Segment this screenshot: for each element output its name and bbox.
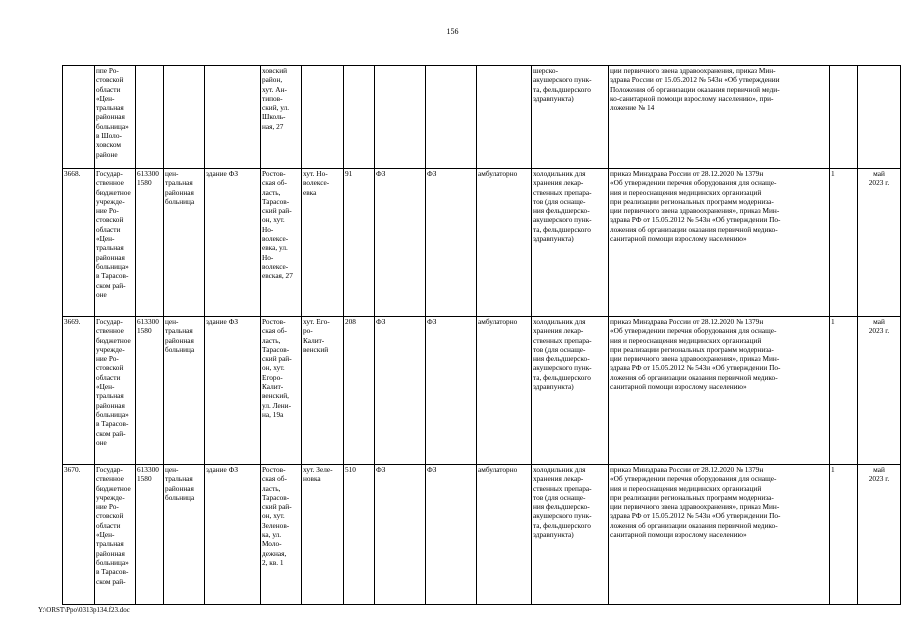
cell-address [261,169,302,317]
cell-date-text: май 2023 г. [868,169,890,188]
cell-type [375,66,426,169]
cell-locality [302,317,344,465]
cell-org-text: Государ- ственное бюджетное учрежде- ние Ро- стовской области «Цен- тральная районная больница» в Тарасов- ском рай- оне [96,317,131,447]
cell-code-text: 613300 1580 [137,169,159,188]
cell-address [261,66,302,169]
cell-name [164,465,205,605]
cell-qty-text: 1 [831,465,835,474]
cell-basis-text: приказ Минздрава России от 28.12.2020 № 1379н «Об утверждении перечня оборудования для оснаще- ния и переоснащения медицинских организаций при реализации региональных программ модерниза- ции первичного звена здравоохранения», приказ Мин- здрава РФ от 15.05.2012 № 543н «Об утверждении По- ложения об организации оказания первичной медико- санитарной помощи взрослому населению» [610,317,781,392]
cell-equipment-text: холодильник для хранения лекар- ственных препара- тов (для оснаще- ния фельдшерско- акушерского пунк- та, фельдшерского здравпункта) [533,317,592,392]
cell-code [136,66,164,169]
cell-equipment-text: холодильник для хранения лекар- ственных препара- тов (для оснаще- ния фельдшерско- акушерского пунк- та, фельдшерского здравпункта) [533,465,592,540]
cell-org [95,169,136,317]
cell-qty-text: 1 [831,317,835,326]
table-row [63,66,901,169]
cell-qty [830,169,858,317]
cell-building-text: здание ФЗ [206,317,238,326]
cell-org [95,66,136,169]
cell-name-text: цен- тральная районная больница [165,169,195,206]
cell-type-text: ФЗ [376,317,386,326]
cell-address-text: Ростов- ская об- ласть, Тарасов- ский рай- он, хут. Егоро- Калит- венский, ул. Лени- на, 19а [262,317,292,419]
cell-population [344,465,375,605]
cell-num-text: 3668. [64,169,81,178]
cell-basis-text: приказ Минздрава России от 28.12.2020 № 1379н «Об утверждении перечня оборудования для оснаще- ния и переоснащения медицинских организаций при реализации региональных программ модерниза- ции первичного звена здравоохранения», приказ Мин- здрава РФ от 15.05.2012 № 543н «Об утверждении По- ложения об организации оказания первичной медико- санитарной помощи взрослому населению» [610,465,781,540]
cell-date [858,169,901,317]
cell-equipment [532,169,609,317]
cell-type-text: ФЗ [376,169,386,178]
cell-type2-text: ФЗ [427,169,437,178]
cell-building [205,169,261,317]
cell-date [858,465,901,605]
cell-name-text: цен- тральная районная больница [165,465,195,502]
cell-type2-text: ФЗ [427,317,437,326]
cell-org-text: ппе Ро- стовской области «Цен- тральная районная больница» в Шоло- ховском районе [96,66,129,159]
cell-care [477,66,532,169]
cell-type [375,465,426,605]
cell-date [858,66,901,169]
cell-date-text: май 2023 г. [868,465,890,484]
cell-type2 [426,465,477,605]
cell-care [477,169,532,317]
cell-num [63,169,95,317]
cell-building [205,465,261,605]
cell-equipment [532,66,609,169]
cell-population [344,66,375,169]
table-row [63,465,901,605]
cell-equipment [532,317,609,465]
cell-basis [609,317,830,465]
cell-building-text: здание ФЗ [206,465,238,474]
table-row [63,169,901,317]
cell-org-text: Государ- ственное бюджетное учрежде- ние Ро- стовской области «Цен- тральная районная больница» в Тарасов- ском рай- оне [96,169,131,299]
footer-file-path: Y:\ORST\Ppo\0313p134.f23.doc [38,606,130,614]
cell-building [205,317,261,465]
cell-type2 [426,169,477,317]
cell-date [858,317,901,465]
cell-locality [302,66,344,169]
cell-equipment-text: холодильник для хранения лекар- ственных препара- тов (для оснаще- ния фельдшерско- акушерского пунк- та, фельдшерского здравпункта) [533,169,592,244]
cell-name [164,169,205,317]
cell-code [136,317,164,465]
cell-address-text: Ростов- ская об- ласть, Тарасов- ский рай- он, хут. Но- волексе- евка, ул. Но- волексе- евская, 27 [262,169,293,281]
cell-num [63,317,95,465]
cell-address-text: Ростов- ская об- ласть, Тарасов- ский рай- он, хут. Зеленов- ка, ул. Моло- дежная, 2, кв. 1 [262,465,292,567]
cell-qty-text: 1 [831,169,835,178]
cell-code [136,169,164,317]
cell-care [477,317,532,465]
cell-population [344,169,375,317]
cell-address-text: ховский район, хут. Ан- типов- ский, ул. Школь- ная, 27 [262,66,290,131]
cell-equipment [532,465,609,605]
cell-locality [302,169,344,317]
table-row [63,317,901,465]
cell-care [477,465,532,605]
cell-building-text: здание ФЗ [206,169,238,178]
cell-population-text: 91 [345,169,353,178]
cell-building [205,66,261,169]
cell-num [63,66,95,169]
cell-type-text: ФЗ [376,465,386,474]
cell-basis [609,465,830,605]
cell-name [164,66,205,169]
cell-qty [830,317,858,465]
cell-care-text: амбулаторно [478,317,518,326]
cell-care-text: амбулаторно [478,465,518,474]
cell-org-text: Государ- ственное бюджетное учрежде- ние Ро- стовской области «Цен- тральная районная больница» в Тарасов- ском рай- [96,465,131,586]
registry-table [62,65,901,605]
cell-locality-text: хут. Но- волексе- евка [303,169,330,197]
cell-num-text: 3670. [64,465,81,474]
cell-code [136,465,164,605]
cell-num-text: 3669. [64,317,81,326]
cell-type2-text: ФЗ [427,465,437,474]
cell-type [375,317,426,465]
cell-locality-text: хут. Его- ро- Калит- венский [303,317,330,354]
cell-care-text: амбулаторно [478,169,518,178]
cell-population-text: 208 [345,317,356,326]
cell-num [63,465,95,605]
cell-type2 [426,317,477,465]
cell-qty [830,66,858,169]
cell-basis-text: приказ Минздрава России от 28.12.2020 № 1379н «Об утверждении перечня оборудования для оснаще- ния и переоснащения медицинских организаций при реализации региональных программ модерниза- ции первичного звена здравоохранения», приказ Мин- здрава РФ от 15.05.2012 № 543н «Об утверждении По- ложения об организации оказания первичной медико- санитарной помощи взрослому населению» [610,169,781,244]
cell-address [261,465,302,605]
cell-type2 [426,66,477,169]
cell-locality [302,465,344,605]
cell-org [95,465,136,605]
cell-name-text: цен- тральная районная больница [165,317,195,354]
registry-table-body [63,66,901,605]
cell-basis-text: ции первичного звена здравоохранения, приказ Мин- здрава России от 15.05.2012 № 543н «Об утверждении Положения об организации оказания первичной меди- ко-санитарной помощи взрослому населению», при- ложение № 14 [610,66,780,113]
cell-code-text: 613300 1580 [137,317,159,336]
cell-population [344,317,375,465]
cell-type [375,169,426,317]
cell-org [95,317,136,465]
cell-qty [830,465,858,605]
page-number: 156 [446,27,459,36]
cell-equipment-text: шерско- акушерского пунк- та, фельдшерского здравпункта) [533,66,592,103]
cell-locality-text: хут. Зеле- новка [303,465,333,484]
cell-basis [609,169,830,317]
cell-code-text: 613300 1580 [137,465,159,484]
cell-address [261,317,302,465]
cell-population-text: 510 [345,465,356,474]
cell-date-text: май 2023 г. [868,317,890,336]
cell-name [164,317,205,465]
cell-basis [609,66,830,169]
